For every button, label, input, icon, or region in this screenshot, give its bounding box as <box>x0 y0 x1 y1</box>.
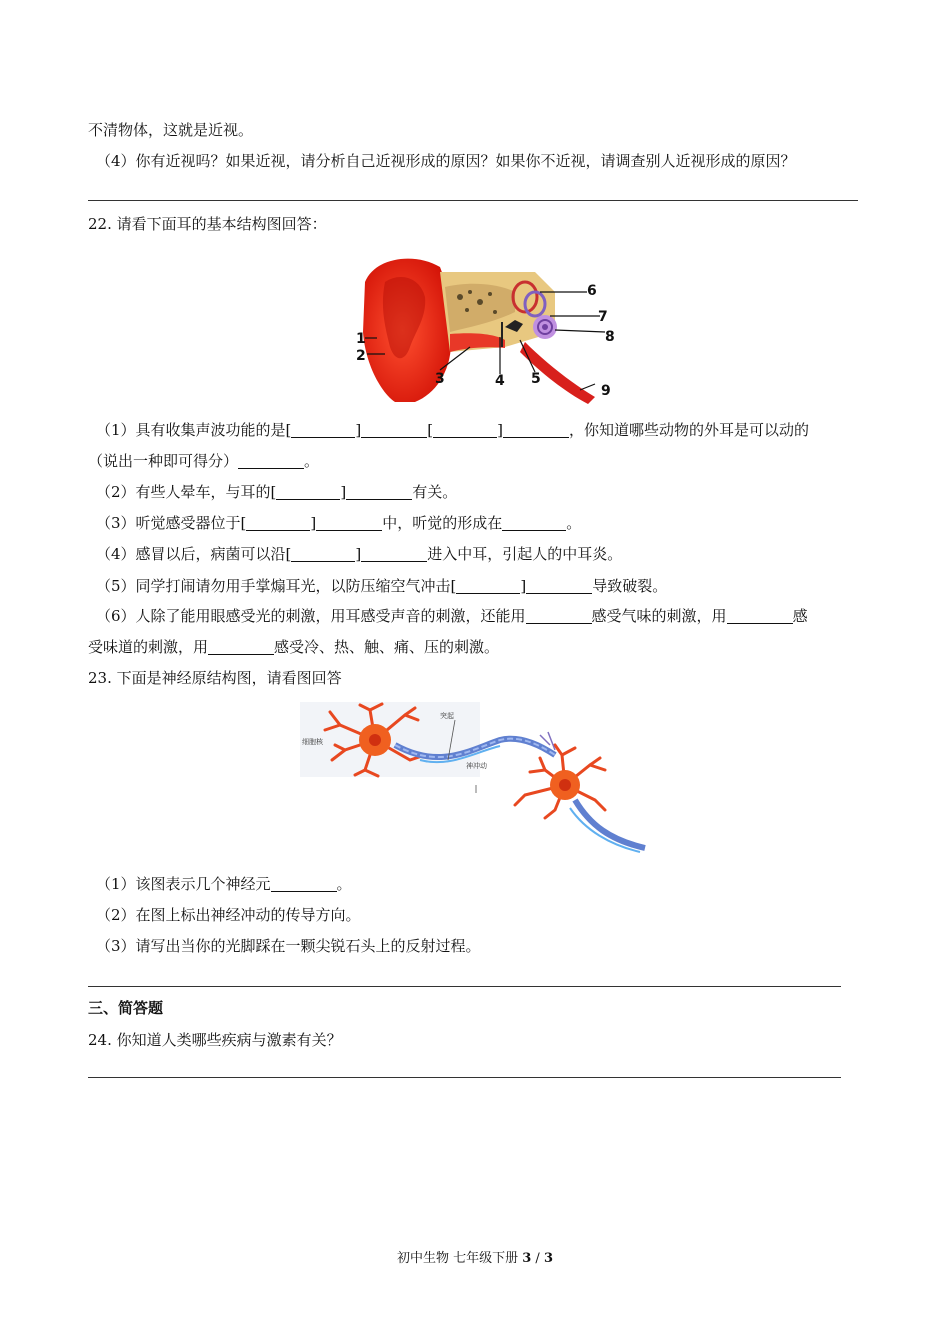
neuron-diagram <box>300 700 650 855</box>
ear-label-9: 9 <box>601 383 611 399</box>
page-footer: 初中生物 七年级下册 3 / 3 <box>396 1251 553 1266</box>
ear-label-2: 2 <box>356 348 366 364</box>
q22-title: 22. 请看下面耳的基本结构图回答： <box>88 215 327 233</box>
ear-label-3: 3 <box>435 371 445 387</box>
ear-label-5: 5 <box>531 371 541 387</box>
q23-sub2: （2）在图上标出神经冲动的传导方向。 <box>96 906 361 924</box>
ear-label-7: 7 <box>598 309 608 325</box>
q22-sub1: （1）具有收集声波功能的是[ ] [ ] ，你知道哪些动物的外耳是可以动的 <box>96 421 809 439</box>
q23-sub3: （3）请写出当你的光脚踩在一颗尖锐石头上的反射过程。 <box>96 937 481 955</box>
neuron-label-cell-body: 细胞核 <box>302 738 323 746</box>
q23-sub1: （1）该图表示几个神经元 。 <box>96 875 352 893</box>
ear-label-6: 6 <box>587 283 597 299</box>
neuron-label-impulse: 神冲动 <box>466 762 487 770</box>
q22-sub3: （3）听觉感受器位于[ ] 中，听觉的形成在 。 <box>96 514 582 532</box>
q22-sub5: （5）同学打闹请勿用手掌煽耳光，以防压缩空气冲击[ ] 导致破裂。 <box>96 577 668 595</box>
section-3-heading: 三、简答题 <box>88 999 164 1017</box>
q23-title: 23. 下面是神经原结构图，请看图回答 <box>88 669 342 687</box>
q22-sub6-cont: 受味道的刺激，用 感受冷、热、触、痛、压的刺激。 <box>88 638 500 656</box>
ear-label-8: 8 <box>605 329 615 345</box>
answer-line-q24 <box>88 1077 841 1078</box>
q22-sub2: （2）有些人晕车，与耳的[ ] 有关。 <box>96 483 458 501</box>
neuron-label-process: 突起 <box>440 712 454 720</box>
ear-label-4: 4 <box>495 373 505 389</box>
q22-sub1-cont: （说出一种即可得分） 。 <box>88 452 320 470</box>
q21-sub4: （4）你有近视吗？如果近视，请分析自己近视形成的原因？如果你不近视，请调查别人近视形成的原因？ <box>96 152 796 170</box>
q22-sub4: （4）感冒以后，病菌可以沿[ ] 进入中耳，引起人的中耳炎。 <box>96 545 623 563</box>
ear-diagram <box>355 252 625 407</box>
q24-title: 24. 你知道人类哪些疾病与激素有关？ <box>88 1031 342 1049</box>
q21-tail-text: 不清物体，这就是近视。 <box>88 121 254 139</box>
answer-line-q21 <box>88 200 858 201</box>
ear-label-1: 1 <box>356 331 366 347</box>
answer-line-q23 <box>88 986 841 987</box>
q22-sub6: （6）人除了能用眼感受光的刺激，用耳感受声音的刺激，还能用 感受气味的刺激，用 感 <box>96 607 808 625</box>
